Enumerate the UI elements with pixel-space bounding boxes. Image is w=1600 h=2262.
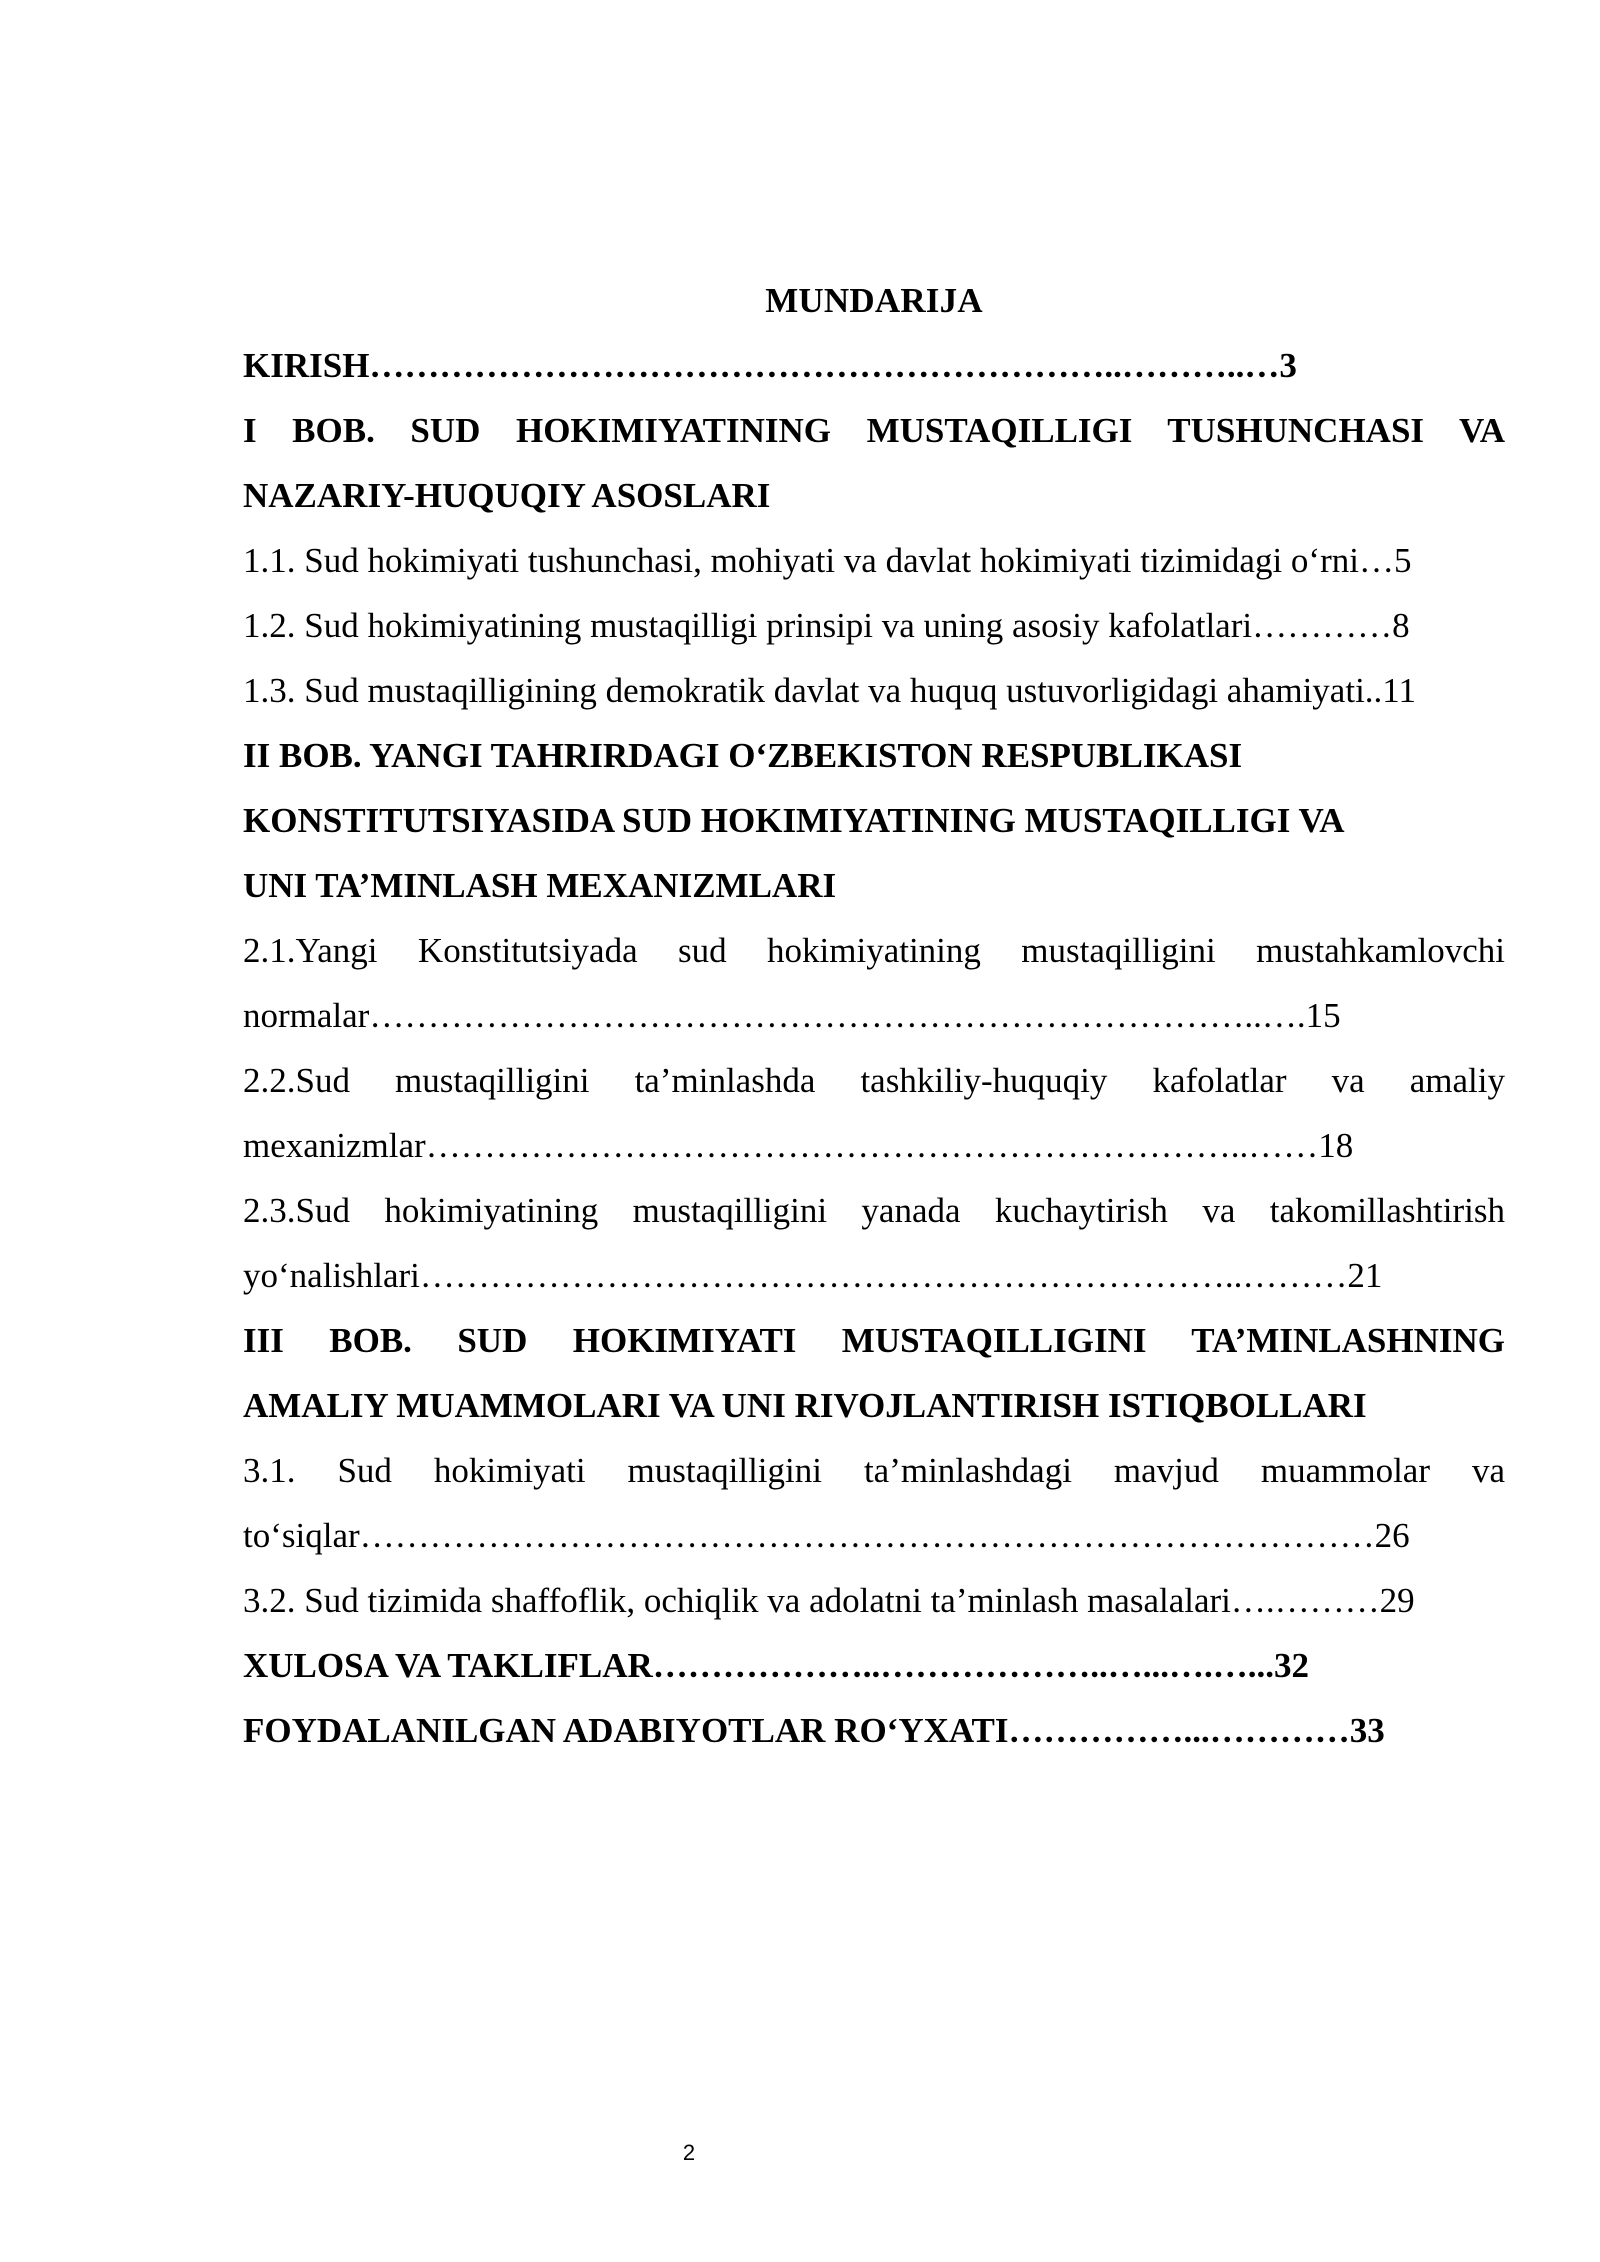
toc-section-2-2-continued: mexanizmlar……………………………………………………………..……18 xyxy=(243,1126,1354,1165)
toc-section-2-1: 2.1.Yangi Konstitutsiyada sud hokimiyatining mustaqilligini mustahkamlovchi xyxy=(243,931,1505,970)
toc-section-2-3-continued: yo‘nalishlari……………………………………………………………..………21 xyxy=(243,1256,1383,1295)
toc-chapter-2-heading-continued: KONSTITUTSIYASIDA SUD HOKIMIYATINING MUSTAQILLIGI VA xyxy=(243,801,1345,840)
toc-chapter-1-heading-continued: NAZARIY-HUQUQIY ASOSLARI xyxy=(243,476,771,515)
toc-section-2-3: 2.3.Sud hokimiyatining mustaqilligini yanada kuchaytirish va takomillashtirish xyxy=(243,1191,1505,1230)
toc-entry-introduction: KIRISH………………………………………………………..………..…3 xyxy=(243,346,1297,385)
toc-entry-references: FOYDALANILGAN ADABIYOTLAR RO‘YXATI……………...…………33 xyxy=(243,1711,1385,1750)
toc-chapter-2-heading-end: UNI TA’MINLASH MEXANIZMLARI xyxy=(243,866,837,905)
toc-chapter-3-heading: III BOB. SUD HOKIMIYATI MUSTAQILLIGINI TA’MINLASHNING xyxy=(243,1321,1505,1360)
toc-section-3-1-continued: to‘siqlar……………………………………………………………………………26 xyxy=(243,1516,1410,1555)
page-number: 2 xyxy=(682,2140,696,2165)
toc-section-1-2: 1.2. Sud hokimiyatining mustaqilligi prinsipi va uning asosiy kafolatlari…………8 xyxy=(243,606,1410,645)
toc-chapter-2-heading: II BOB. YANGI TAHRIRDAGI O‘ZBEKISTON RESPUBLIKASI xyxy=(243,736,1243,775)
toc-chapter-3-heading-continued: AMALIY MUAMMOLARI VA UNI RIVOJLANTIRISH ISTIQBOLLARI xyxy=(243,1386,1367,1425)
toc-section-3-1: 3.1. Sud hokimiyati mustaqilligini ta’minlashdagi mavjud muammolar va xyxy=(243,1451,1505,1490)
toc-section-2-1-continued: normalar…………………………………………………………………..….15 xyxy=(243,996,1341,1035)
toc-section-1-3: 1.3. Sud mustaqilligining demokratik davlat va huquq ustuvorligidagi ahamiyati..11 xyxy=(243,671,1416,710)
toc-chapter-1-heading: I BOB. SUD HOKIMIYATINING MUSTAQILLIGI TUSHUNCHASI VA xyxy=(243,411,1505,450)
toc-section-3-2: 3.2. Sud tizimida shaffoflik, ochiqlik va adolatni ta’minlash masalalari….………29 xyxy=(243,1581,1415,1620)
toc-section-2-2: 2.2.Sud mustaqilligini ta’minlashda tashkiliy-huquqiy kafolatlar va amaliy xyxy=(243,1061,1505,1100)
table-of-contents xyxy=(243,268,1505,1763)
toc-section-1-1: 1.1. Sud hokimiyati tushunchasi, mohiyati va davlat hokimiyati tizimidagi o‘rni…5 xyxy=(243,541,1412,580)
toc-entry-conclusion: XULOSA VA TAKLIFLAR………………..………………..…...….…...32 xyxy=(243,1646,1310,1685)
page-title: MUNDARIJA xyxy=(765,281,983,320)
